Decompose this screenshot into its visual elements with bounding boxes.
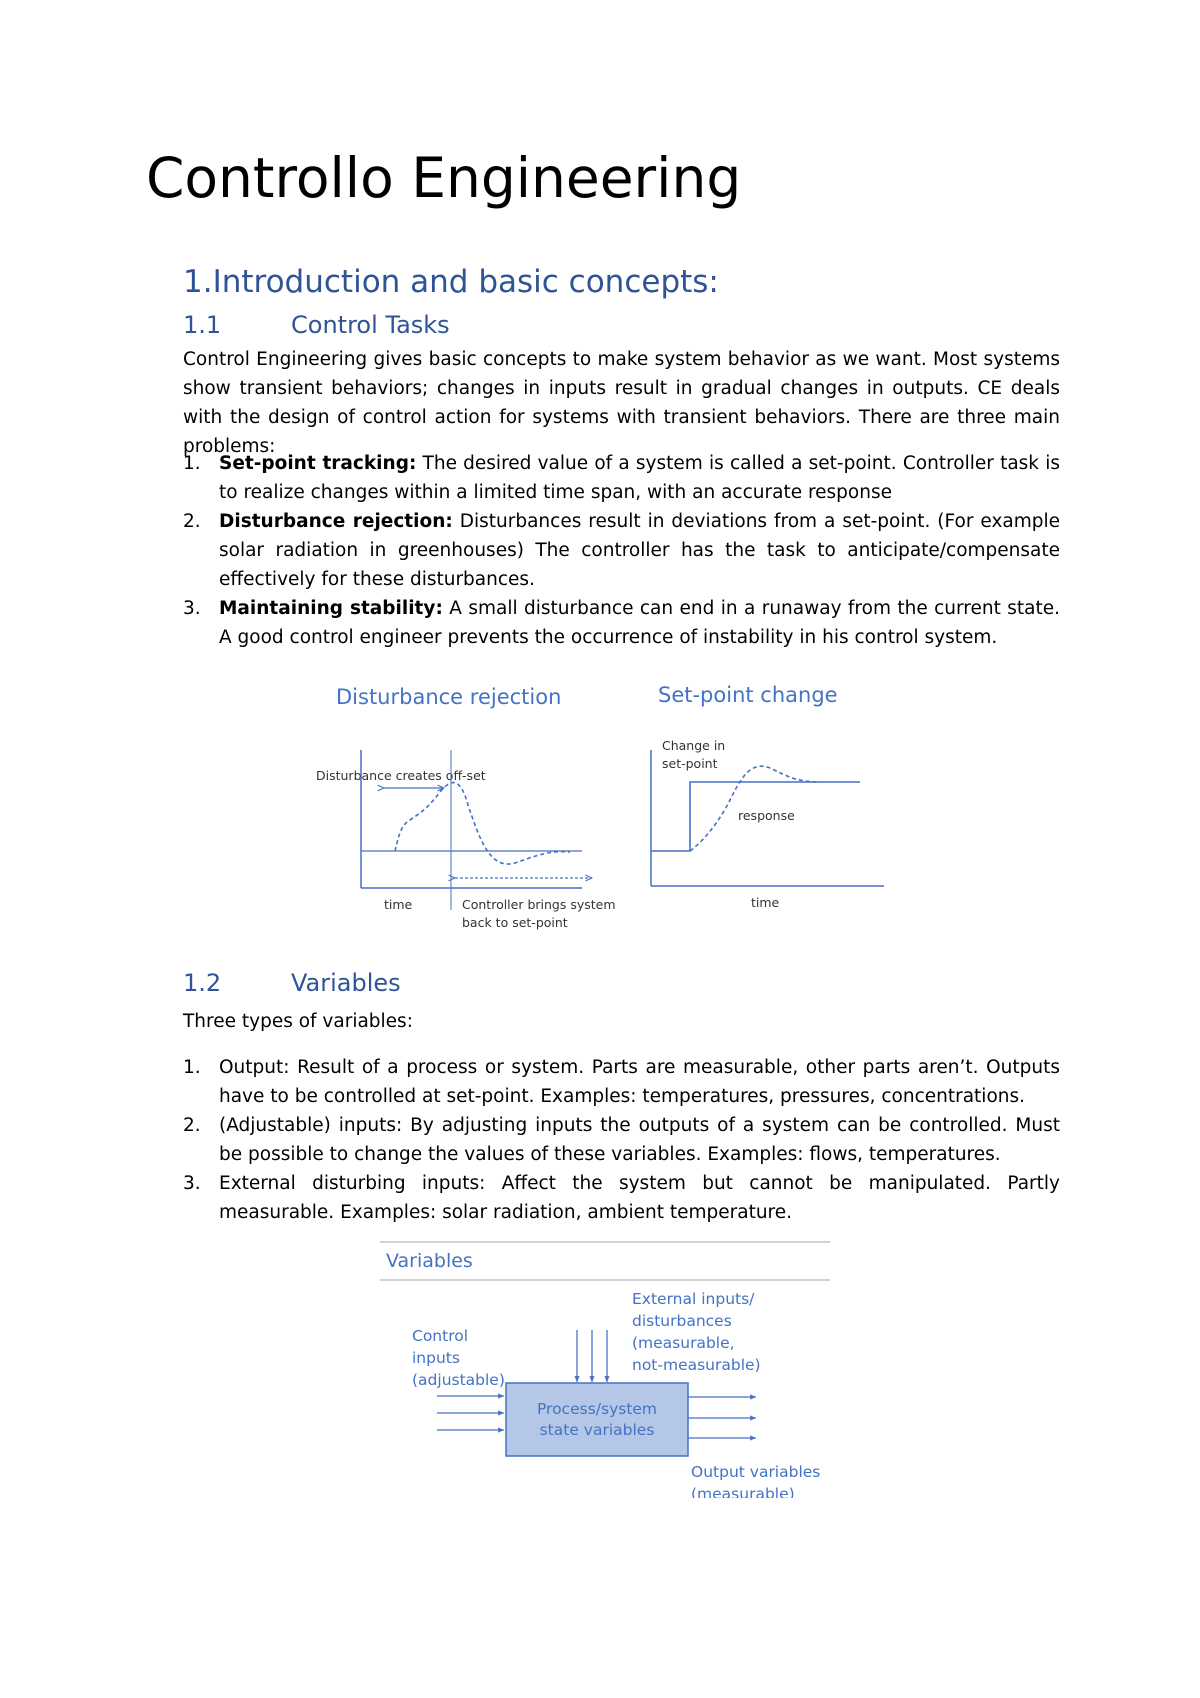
section-1-2-title: Variables [291, 969, 401, 997]
list-item [183, 1111, 1060, 1169]
list-text: External disturbing inputs: Affect the system but cannot be manipulated. Partly measurable. Examples: solar radiation, ambient temperature. [219, 1173, 1060, 1223]
variables-list [183, 1053, 1060, 1227]
list-text: The desired value of a system is called a set-point. Controller task is to realize changes within a limited time span, with an accurate response [219, 453, 1060, 503]
list-item [183, 1053, 1060, 1111]
external-inputs-line4: not-measurable) [632, 1356, 761, 1374]
external-inputs-line1: External inputs/ [632, 1290, 755, 1308]
list-number: 3. [183, 598, 201, 619]
control-inputs-line1: Control [412, 1327, 469, 1345]
section-1-number: 1. [183, 264, 213, 300]
section-1-1-title: Control Tasks [291, 311, 450, 339]
list-item [183, 1169, 1060, 1227]
control-tasks-diagram [300, 680, 900, 940]
list-number: 1. [183, 453, 201, 474]
controller-note-line2: back to set-point [462, 915, 568, 930]
right-x-label: time [751, 895, 780, 910]
section-1-2-number: 1.2 [183, 969, 222, 997]
output-variables-line2: (measurable) [691, 1485, 795, 1498]
control-tasks-intro: Control Engineering gives basic concepts to make system behavior as we want. Most systems show transient behaviors; changes in inputs result in gradual changes in outputs. CE deals with the design of control action for systems with transient behaviors. There are three main problems: [183, 349, 1060, 457]
setpoint-label-line1: Change in [662, 738, 726, 753]
response-label: response [738, 808, 795, 823]
setpoint-label-line2: set-point [662, 756, 718, 771]
list-term: Maintaining stability: [219, 598, 443, 619]
list-item [183, 449, 1060, 507]
document-title: Controllo Engineering [146, 146, 742, 210]
list-number: 3. [183, 1173, 201, 1194]
control-tasks-figure [300, 680, 900, 940]
disturbance-annotation: Disturbance creates off-set [316, 768, 486, 783]
process-box-line2: state variables [539, 1421, 655, 1439]
list-text: Disturbances result in deviations from a set-point. (For example solar radiation in greenhouses) The controller has the task to anticipate/compensate effectively for these disturbances. [219, 511, 1061, 590]
controller-note-line1: Controller brings system [462, 897, 616, 912]
process-system-box [506, 1383, 688, 1456]
control-problems-list [183, 449, 1060, 652]
section-1-1-number: 1.1 [183, 311, 222, 339]
control-inputs-line2: inputs [412, 1349, 460, 1367]
variables-intro: Three types of variables: [183, 1011, 413, 1032]
list-text: A small disturbance can end in a runaway from the current state. A good control engineer prevents the occurrence of instability in his control system. [219, 598, 1060, 648]
variables-figure-title: Variables [386, 1250, 473, 1272]
setpoint-change-title: Set-point change [658, 683, 838, 707]
external-inputs-line3: (measurable, [632, 1334, 735, 1352]
list-item [183, 507, 1060, 594]
list-number: 1. [183, 1057, 201, 1078]
section-1-1-heading [183, 311, 450, 339]
process-box-line1: Process/system [536, 1400, 658, 1418]
external-inputs-line2: disturbances [632, 1312, 732, 1330]
section-1-heading [183, 264, 719, 300]
list-text: Output: Result of a process or system. Parts are measurable, other parts aren’t. Outputs have to be controlled at set-point. Examples: temperatures, pressures, concentrations. [219, 1057, 1060, 1107]
variables-figure [380, 1238, 840, 1498]
list-item [183, 594, 1060, 652]
list-number: 2. [183, 1115, 201, 1136]
output-variables-line1: Output variables [691, 1463, 821, 1481]
list-term: Disturbance rejection: [219, 511, 453, 532]
disturbance-response-curve [395, 783, 570, 864]
section-1-title: Introduction and basic concepts: [212, 264, 719, 300]
list-number: 2. [183, 511, 201, 532]
list-term: Set-point tracking: [219, 453, 417, 474]
left-x-label: time [384, 897, 413, 912]
variables-diagram [380, 1238, 840, 1498]
list-text: (Adjustable) inputs: By adjusting inputs the outputs of a system can be controlled. Must be possible to change the values of these variables. Examples: flows, temperatures. [219, 1115, 1060, 1165]
disturbance-rejection-title: Disturbance rejection [336, 685, 562, 709]
control-inputs-line3: (adjustable) [412, 1371, 505, 1389]
section-1-2-heading [183, 969, 401, 997]
